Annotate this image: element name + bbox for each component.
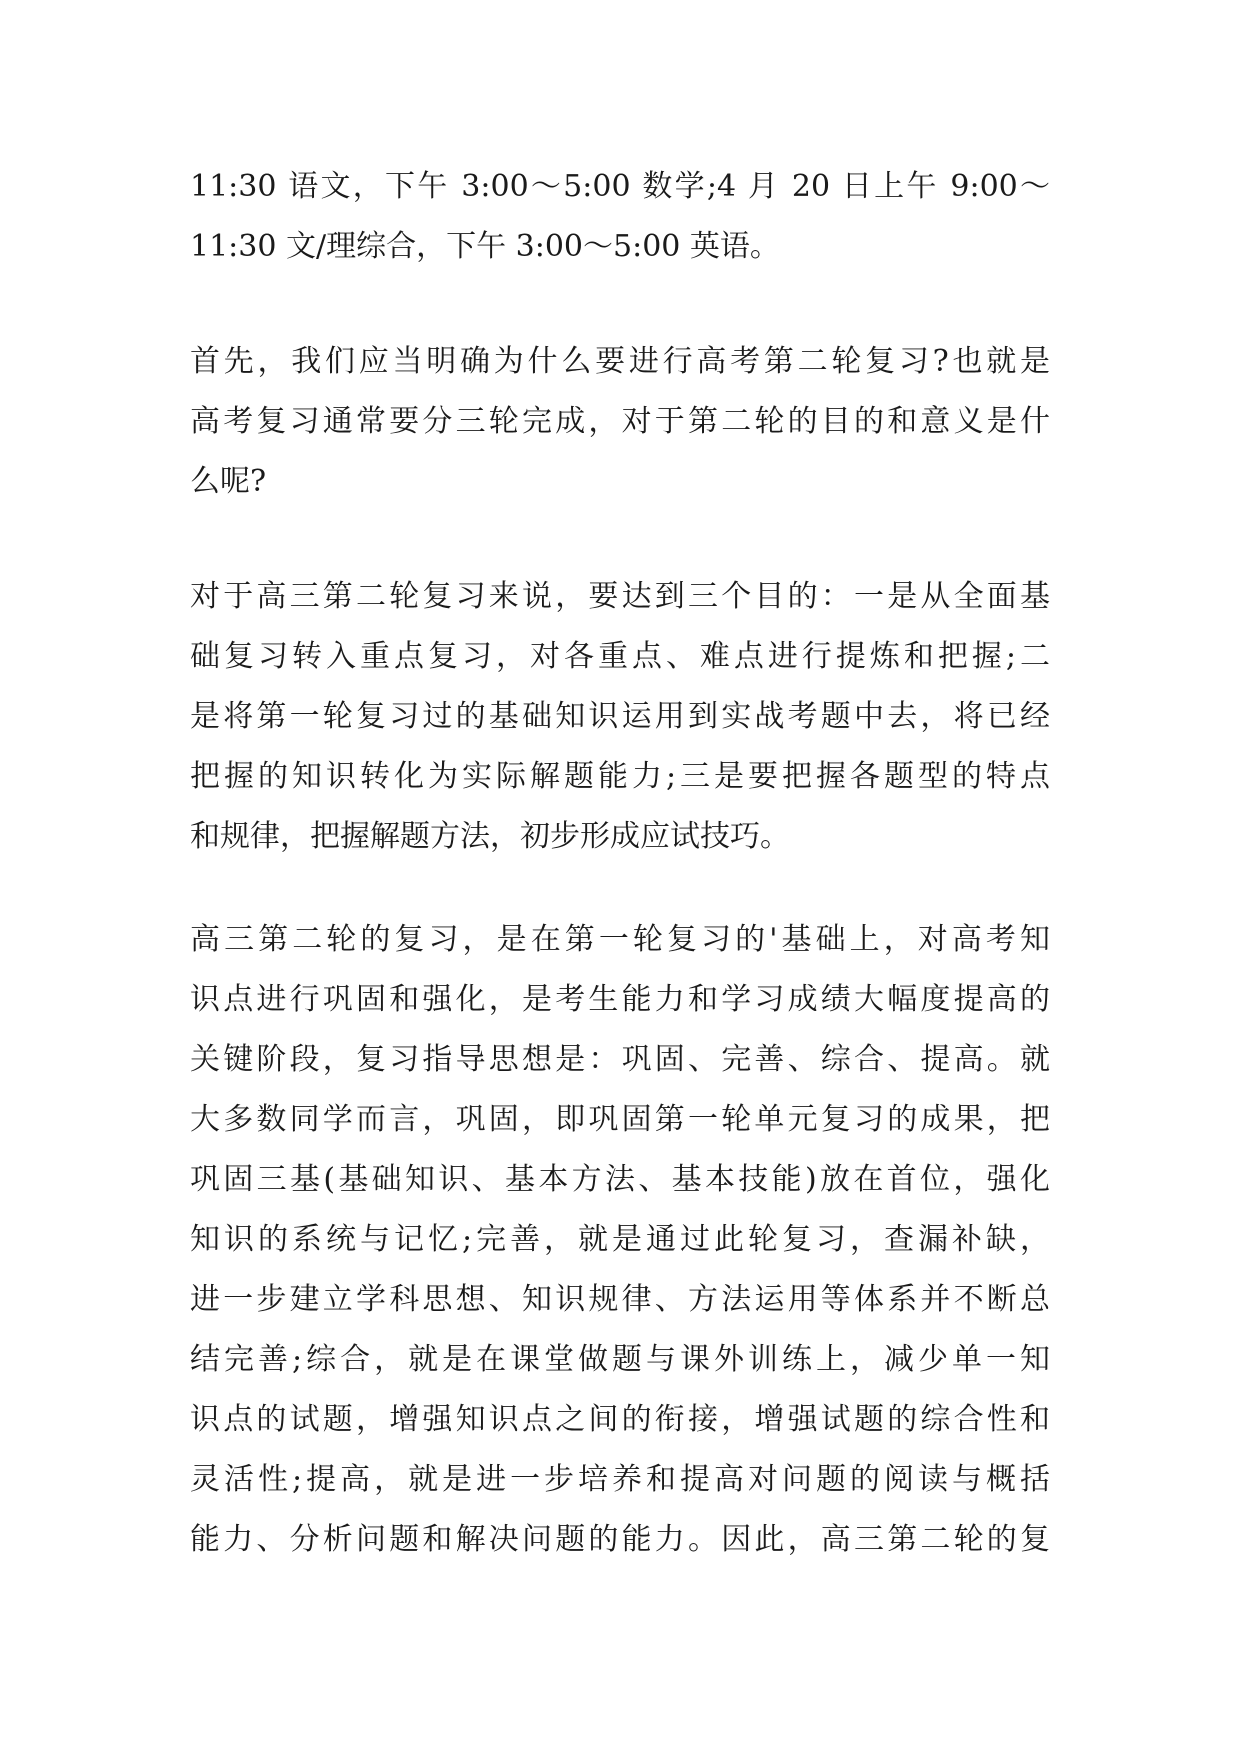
text-line: 灵活性;提高，就是进一步培养和提高对问题的阅读与概括 [190,1462,1050,1497]
text-line: 结完善;综合，就是在课堂做题与课外训练上，减少单一知 [190,1342,1050,1377]
text-line: 识点的试题，增强知识点之间的衔接，增强试题的综合性和 [190,1402,1050,1437]
text-line: 对于高三第二轮复习来说，要达到三个目的：一是从全面基 [190,579,1050,614]
text-line: 11:30 文/理综合，下午 3:00～5:00 英语。 [190,229,780,264]
text-line: 是将第一轮复习过的基础知识运用到实战考题中去，将已经 [190,699,1050,734]
text-line: 关键阶段，复习指导思想是：巩固、完善、综合、提高。就 [190,1042,1050,1077]
text-line: 么呢? [190,464,267,499]
text-line: 识点进行巩固和强化，是考生能力和学习成绩大幅度提高的 [190,982,1050,1017]
paragraph-question [190,332,1050,512]
text-line: 高三第二轮的复习，是在第一轮复习的'基础上，对高考知 [190,922,1050,957]
paragraph-review-guidance [190,910,1050,1570]
text-line: 知识的系统与记忆;完善，就是通过此轮复习，查漏补缺， [190,1222,1050,1257]
paragraph-three-goals [190,567,1050,867]
text-line: 11:30 语文，下午 3:00～5:00 数学;4 月 20 日上午 9:00～ [190,169,1050,204]
text-line: 进一步建立学科思想、知识规律、方法运用等体系并不断总 [190,1282,1050,1317]
text-line: 能力、分析问题和解决问题的能力。因此，高三第二轮的复 [190,1522,1050,1557]
text-line: 高考复习通常要分三轮完成，对于第二轮的目的和意义是什 [190,404,1050,439]
paragraph-exam-schedule [190,157,1050,277]
text-line: 把握的知识转化为实际解题能力;三是要把握各题型的特点 [190,759,1050,794]
text-line: 巩固三基(基础知识、基本方法、基本技能)放在首位，强化 [190,1162,1050,1197]
text-line: 首先，我们应当明确为什么要进行高考第二轮复习?也就是 [190,344,1050,379]
text-line: 和规律，把握解题方法，初步形成应试技巧。 [190,819,790,854]
text-line: 大多数同学而言，巩固，即巩固第一轮单元复习的成果，把 [190,1102,1050,1137]
text-line: 础复习转入重点复习，对各重点、难点进行提炼和把握;二 [190,639,1050,674]
